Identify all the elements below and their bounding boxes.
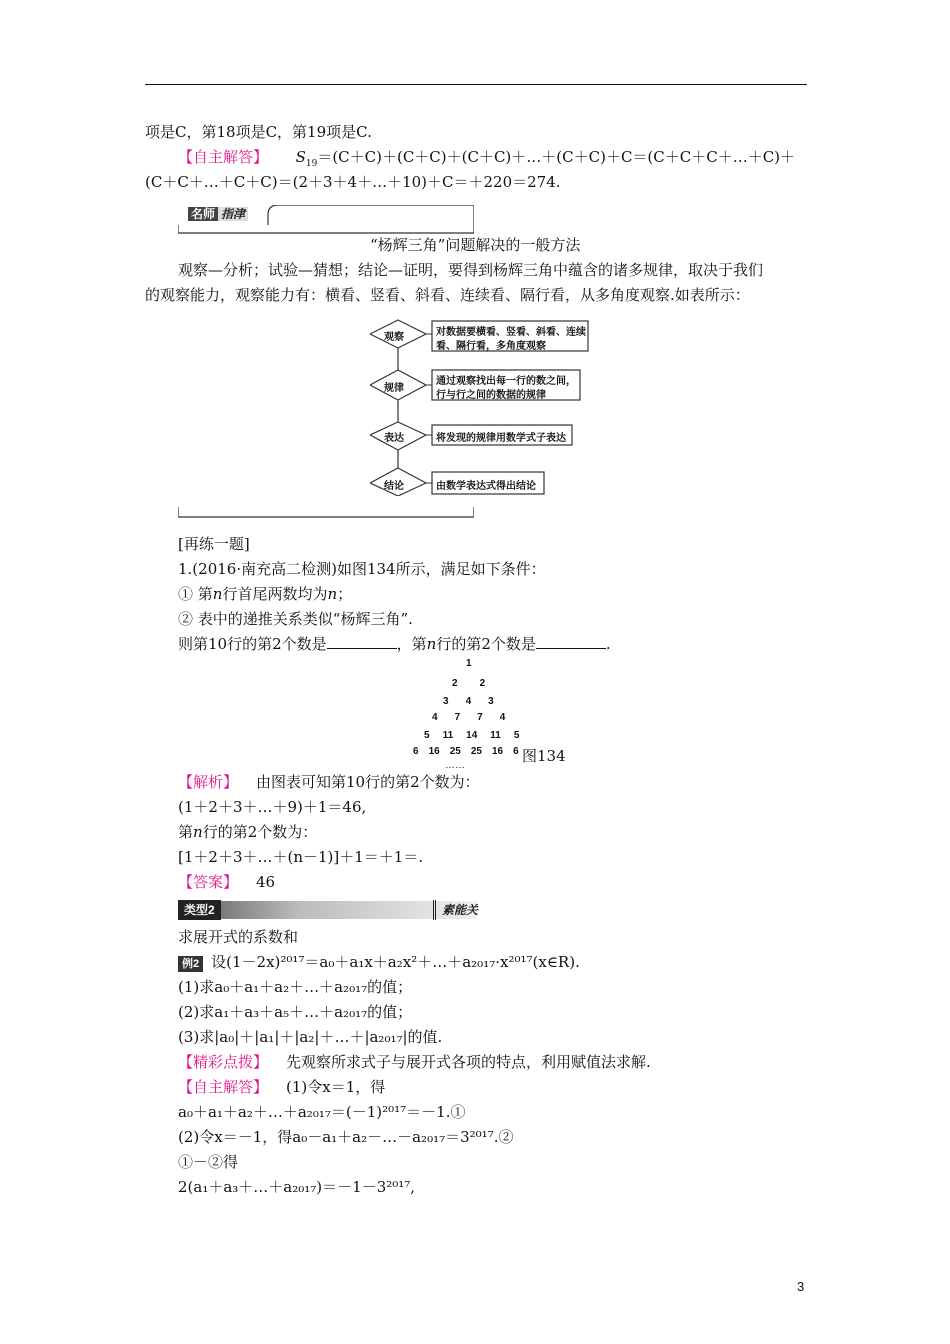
tri-row-1: 1 (466, 658, 472, 669)
answer-blank-2[interactable] (536, 634, 606, 649)
analysis-l3-pre: 第 (178, 823, 194, 841)
tri-row-5: 5 11 14 11 5 (424, 730, 520, 741)
cond-a-end: ； (337, 585, 353, 603)
teacher-badge-a: 名师 (188, 207, 218, 221)
answer-blank-1[interactable] (327, 634, 397, 649)
flow-step-3: 表达 (384, 433, 404, 444)
cond-a-n: n (212, 585, 223, 603)
tip-title: “杨辉三角”问题解决的一般方法 (370, 236, 581, 254)
answer-value: 46 (256, 873, 276, 891)
tri-row-6: 6 16 25 25 16 6 (413, 746, 519, 757)
header-rule (145, 84, 807, 85)
example-q3: (3)求|a₀|＋|a₁|＋|a₂|＋…＋|a₂₀₁₇|的值. (178, 1028, 443, 1046)
flow-desc-3: 将发现的规律用数学式子表达 (436, 433, 566, 444)
analysis-tag: 【解析】 (178, 773, 239, 791)
solution-line-5: 2(a₁＋a₃＋…＋a₂₀₁₇)＝－1－3²⁰¹⁷, (178, 1178, 416, 1196)
flow-step-4: 结论 (384, 481, 404, 492)
practice-heading: [再练一题] (178, 535, 250, 553)
tri-row-2: 2 2 (452, 678, 486, 689)
solution-line-3: (2)令x＝－1，得a₀－a₁＋a₂－…－a₂₀₁₇＝3²⁰¹⁷.② (178, 1128, 514, 1146)
question-1-cond-b: ② 表中的递推关系类似“杨辉三角”. (178, 610, 413, 628)
line-1: 项是C，第18项是C，第19项是C. (145, 123, 372, 141)
tip-paragraph-2: 的观察能力，观察能力有：横看、竖看、斜看、连续看、隔行看，从多角度观察.如表所示： (145, 286, 750, 304)
s-subscript: 19 (305, 159, 318, 169)
tri-row-4: 4 7 7 4 (432, 712, 506, 723)
example-q1: (1)求a₀＋a₁＋a₂＋…＋a₂₀₁₇的值； (178, 978, 413, 996)
hint-tag: 【精彩点拨】 (178, 1053, 269, 1071)
cond-a-n2: n (327, 585, 338, 603)
type-band (178, 901, 476, 919)
answer-tag: 【答案】 (178, 873, 239, 891)
solution-body: (1)令x＝1，得 (286, 1078, 386, 1096)
example-body: 设(1－2x)²⁰¹⁷＝a₀＋a₁x＋a₂x²＋…＋a₂₀₁₇·x²⁰¹⁷(x∈R). (211, 953, 580, 971)
hint-body: 先观察所求式子与展开式各项的特点，利用赋值法求解. (286, 1053, 651, 1071)
question-1: 1.(2016·南充高二检测)如图134所示，满足如下条件： (178, 560, 546, 578)
analysis-line-1 (178, 770, 480, 794)
tri-dots: …… (445, 760, 465, 771)
solution-line-2: a₀＋a₁＋a₂＋…＋a₂₀₁₇＝(－1)²⁰¹⁷＝－1.① (178, 1103, 466, 1121)
solution-tag: 【自主解答】 (178, 1078, 269, 1096)
prompt-pre: 则第10行的第2个数是 (178, 635, 327, 653)
s-symbol: S (295, 148, 306, 166)
prompt-post: 行的第2个数是 (436, 635, 536, 653)
answer-line (178, 870, 275, 894)
flow-desc-2a: 通过观察找出每一行的数之间， (436, 376, 576, 387)
flowchart (370, 318, 590, 496)
analysis-line-4: [1＋2＋3＋…＋(n－1)]＋1＝＋1＝. (178, 848, 424, 866)
figure-label: 图134 (522, 747, 566, 765)
page-number: 3 (797, 1279, 805, 1294)
prompt-mid: ，第 (396, 635, 427, 653)
question-1-cond-a (178, 582, 352, 606)
tri-row-3: 3 4 3 (443, 696, 494, 707)
analysis-line-2: (1＋2＋3＋…＋9)＋1＝46, (178, 798, 367, 816)
example-badge: 例2 (178, 956, 203, 972)
prompt-end: . (605, 635, 611, 653)
line-3: (C＋C＋…＋C＋C)＝(2＋3＋4＋…＋10)＋C＝＋220＝274. (145, 173, 561, 191)
flow-desc-4: 由数学表达式得出结论 (436, 481, 536, 492)
flow-desc-1b: 看、隔行看，多角度观察 (436, 341, 546, 352)
type-badge-right: 素能关 (433, 900, 484, 920)
flow-step-1: 观察 (384, 332, 404, 343)
line-2-rest: ＝(C＋C)＋(C＋C)＋(C＋C)＋…＋(C＋C)＋C＝(C＋C＋C＋…＋C)＋ (317, 148, 796, 166)
solution-line-1 (178, 1075, 385, 1099)
line-2 (178, 145, 795, 169)
section-title: 求展开式的系数和 (178, 928, 299, 946)
flow-step-2: 规律 (384, 383, 404, 394)
solution-line-4: ①－②得 (178, 1153, 239, 1171)
analysis-line-3 (178, 820, 317, 844)
hint-line (178, 1050, 651, 1074)
analysis-l3-n: n (193, 823, 203, 841)
tip-paragraph-1: 观察—分析；试验—猜想；结论—证明，要得到杨辉三角中蕴含的诸多规律，取决于我们 (178, 261, 764, 279)
teacher-badge (188, 205, 248, 223)
example-q2: (2)求a₁＋a₃＋a₅＋…＋a₂₀₁₇的值； (178, 1003, 413, 1021)
self-answer-tag: 【自主解答】 (178, 148, 269, 166)
cond-a-pre: ① 第 (178, 585, 213, 603)
cond-a-post: 行首尾两数均为 (222, 585, 328, 603)
flow-desc-1a: 对数据要横看、竖看、斜看、连续 (436, 327, 586, 338)
teacher-badge-b: 指津 (218, 207, 248, 221)
flow-desc-2b: 行与行之间的数据的规律 (436, 390, 546, 401)
example-line (178, 950, 580, 974)
prompt-n: n (426, 635, 437, 653)
question-1-prompt (178, 632, 611, 656)
analysis-body: 由图表可知第10行的第2个数为： (256, 773, 480, 791)
analysis-l3-post: 行的第2个数为： (202, 823, 318, 841)
type-badge: 类型2 (178, 900, 221, 920)
